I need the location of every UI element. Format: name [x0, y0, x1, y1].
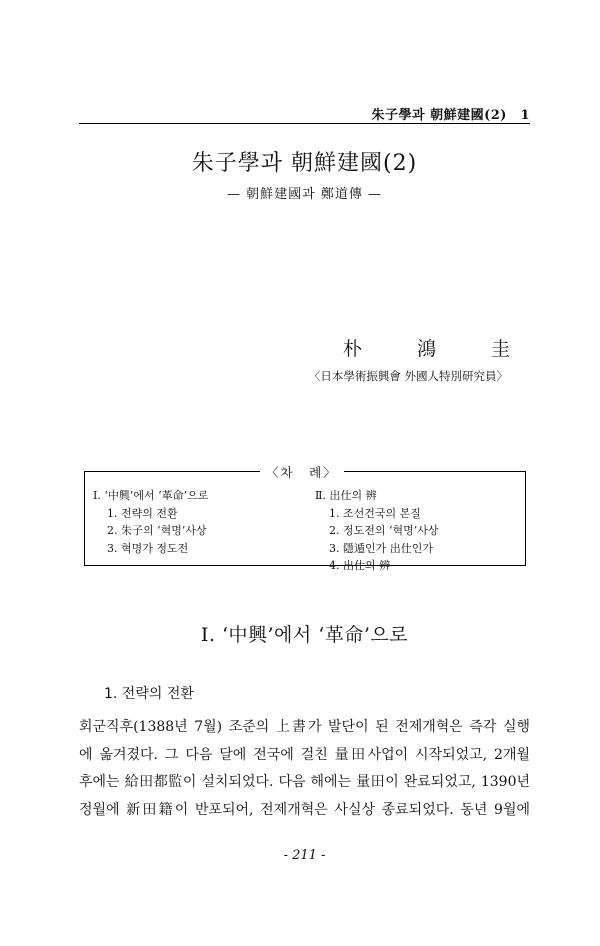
- author-affiliation: 〈日本學術振興會 外國人特別研究員〉: [308, 369, 508, 383]
- author-name: 朴鴻圭: [342, 338, 565, 360]
- subsection-heading: 1. 전략의 전환: [104, 686, 194, 702]
- body-line: 정월에 新田籍이 반포되어, 전제개혁은 사실상 종료되었다. 동년 9월에: [79, 801, 530, 818]
- header-rule: [79, 123, 530, 124]
- toc-item: 1. 조선건국의 본질: [329, 506, 421, 520]
- toc-item: 2. 朱子의 ‘혁명’사상: [107, 524, 207, 537]
- toc-item: 2. 정도전의 ‘혁명’사상: [329, 524, 439, 537]
- toc-item: 4. 出仕의 辨: [329, 559, 391, 572]
- toc-item: 3. 혁명가 정도전: [107, 541, 189, 555]
- toc-heading: 〈차 례〉: [260, 463, 344, 481]
- toc-part-2: Ⅱ. 出仕의 辨: [315, 489, 377, 502]
- body-line: 에 옮겨졌다. 그 다음 달에 전국에 걸친 量田사업이 시작되었고, 2개월: [79, 746, 530, 763]
- toc-item: 1. 전략의 전환: [107, 506, 178, 520]
- page-number: - 211 -: [283, 848, 326, 863]
- article-title: 朱子學과 朝鮮建國(2): [191, 151, 418, 176]
- body-paragraph: [79, 714, 530, 824]
- article-subtitle: — 朝鮮建國과 鄭道傳 —: [227, 187, 382, 202]
- toc-right-column: [315, 487, 439, 575]
- body-line: 후에는 給田都監이 설치되었다. 다음 해에는 量田이 완료되었고, 1390년: [79, 774, 530, 790]
- toc-left-column: [93, 487, 208, 557]
- body-line: 회군직후(1388년 7월) 조준의 上書가 발단이 된 전제개혁은 즉각 실행: [79, 719, 530, 735]
- toc-part-1: Ⅰ. ‘中興’에서 ‘革命’으로: [93, 489, 209, 502]
- toc-item: 3. 隱遁인가 出仕인가: [329, 541, 433, 555]
- running-head: 朱子學과 朝鮮建國(2) 1: [371, 108, 530, 123]
- section-heading: Ⅰ. ‘中興’에서 ‘革命’으로: [200, 624, 409, 646]
